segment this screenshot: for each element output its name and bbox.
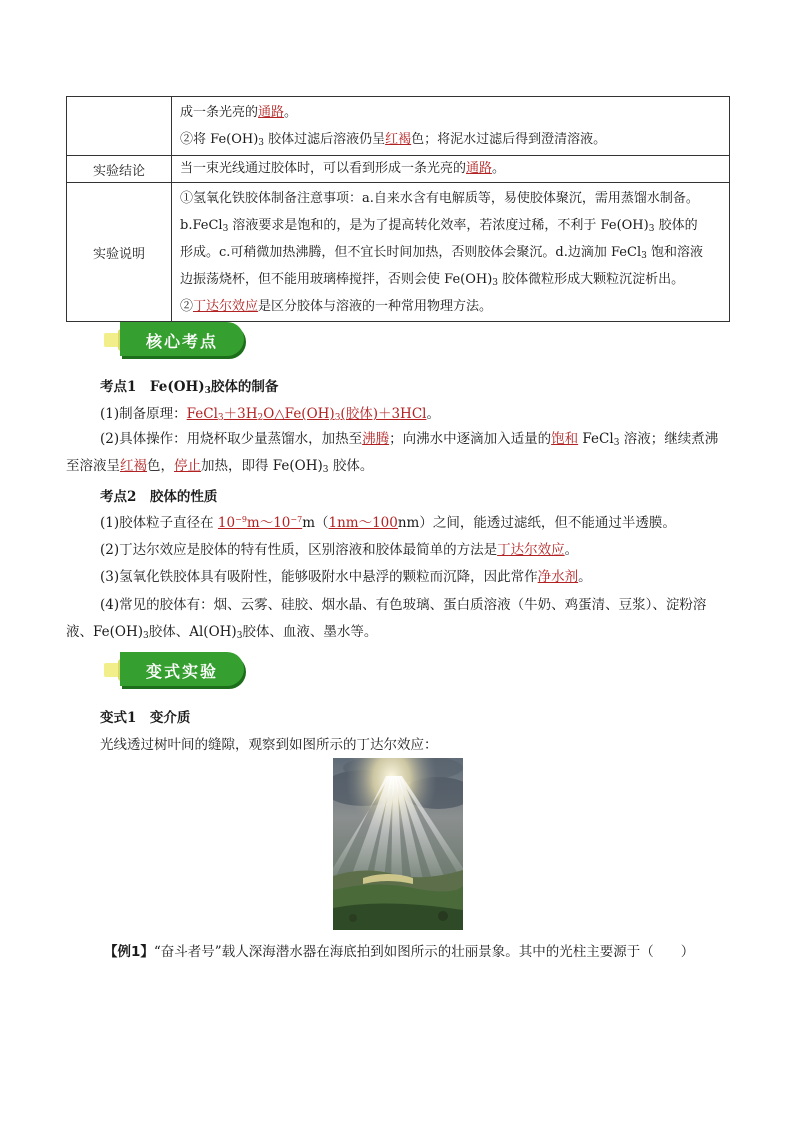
text: O△Fe(OH) (263, 406, 335, 422)
subscript: 3 (641, 250, 647, 261)
table-cell-empty (67, 97, 172, 156)
text: 成一条光亮的 (180, 105, 259, 120)
table-line (180, 212, 721, 239)
text: ；向沸水中逐滴加入适量的 (389, 431, 552, 447)
text: 液、Fe(OH) (66, 624, 143, 640)
text: 溶液；继续煮沸 (619, 431, 719, 447)
section-banner-variant (104, 652, 254, 688)
table-line: ①氢氧化铁胶体制备注意事项：a.自来水含有电解质等，易使胶体聚沉，需用蒸馏水制备。 (180, 190, 699, 206)
table-cell-notes (172, 183, 730, 322)
point2-item2 (100, 538, 578, 558)
subscript: 3 (236, 631, 243, 641)
banner-pill (120, 322, 244, 356)
table-row (67, 183, 730, 322)
example-question (104, 940, 694, 960)
subscript: 3 (143, 631, 149, 641)
superscript: −7 (290, 515, 303, 524)
text: 胶体的制备 (210, 379, 279, 395)
point1-principle (100, 402, 440, 422)
table-row (67, 156, 730, 183)
text: 胶体的 (654, 217, 698, 233)
table-label-conclusion: 实验结论 (67, 156, 172, 183)
subscript: 3 (258, 138, 265, 148)
subscript: 3 (204, 386, 211, 396)
variant-heading: 变式1 变介质 (100, 710, 191, 726)
subscript: 3 (648, 223, 655, 234)
table-line (180, 239, 721, 266)
text: 是区分胶体与溶液的一种常用物理方法。 (258, 298, 493, 314)
subscript: 3 (217, 413, 224, 423)
answer-text: 红褐 (120, 458, 147, 474)
table-line (180, 99, 721, 126)
table-cell-phenomenon (172, 97, 730, 156)
text: ＋3H (223, 406, 258, 422)
subscript: 3 (222, 223, 229, 234)
text: FeCl (578, 431, 614, 447)
point2-item3 (100, 565, 592, 585)
text: ②将 Fe(OH) (180, 132, 259, 147)
variant-intro: 光线透过树叶间的缝隙，观察到如图所示的丁达尔效应： (100, 737, 438, 753)
text: 胶体。 (328, 458, 374, 474)
answer-text: 通路 (258, 105, 285, 120)
text: (2)丁达尔效应是胶体的特有性质，区别溶液和胶体最简单的方法是 (100, 542, 498, 558)
text: nm）之间，能透过滤纸，但不能通过半透膜。 (397, 515, 676, 531)
table-line (180, 126, 721, 153)
para-line (66, 426, 730, 453)
text: (胶体)＋3HCl (340, 406, 427, 422)
text: 10 (217, 515, 236, 531)
subscript: 3 (322, 465, 329, 475)
text: 。 (426, 406, 440, 422)
answer-text: 红褐 (385, 132, 412, 147)
table-line (180, 293, 721, 320)
text: 溶液要求是饱和的，是为了提高转化效率，若浓度过稀，不利于 Fe(OH) (228, 217, 649, 233)
text: 胶体过滤后溶液仍呈 (264, 132, 386, 147)
subscript: 3 (613, 438, 620, 448)
text: 胶体、血液、墨水等。 (242, 624, 378, 640)
section-banner-core (104, 322, 254, 358)
text: m～10 (246, 515, 291, 531)
point2-item1 (100, 511, 676, 531)
point1-operation (66, 426, 730, 480)
banner-title: 核心考点 (145, 332, 218, 351)
text: 考点1 Fe(OH) (100, 379, 205, 395)
tyndall-photo (333, 758, 463, 930)
para-line (66, 453, 730, 480)
text: (1)胶体粒子直径在 (100, 515, 218, 531)
answer-text: 丁达尔效应 (497, 542, 565, 558)
text: 色；将泥水过滤后得到澄清溶液。 (411, 132, 607, 147)
answer-text (218, 515, 302, 531)
answer-text: 饱和 (551, 431, 579, 447)
text: 。 (564, 542, 579, 558)
text: b.FeCl (180, 217, 223, 233)
example-tag: 【例1】 (104, 944, 154, 960)
text: FeCl (186, 406, 218, 422)
table-label-notes: 实验说明 (67, 183, 172, 322)
subscript: 3 (492, 277, 499, 288)
table-row (67, 97, 730, 156)
text: 胶体、Al(OH) (148, 624, 237, 640)
text: 形成。c.可稍微加热沸腾，但不宜长时间加热，否则胶体会聚沉。d.边滴加 FeCl (180, 244, 642, 260)
point1-heading (100, 375, 278, 395)
answer-text: 停止 (174, 458, 201, 474)
table-line (180, 266, 721, 293)
text: 饱和溶液 (646, 244, 703, 260)
answer-text: 净水剂 (537, 569, 579, 585)
banner-title: 变式实验 (145, 662, 218, 681)
subscript: 2 (257, 413, 264, 423)
point2-heading: 考点2 胶体的性质 (100, 489, 218, 505)
text: 加热，即得 Fe(OH) (201, 458, 323, 474)
text: (1)制备原理： (100, 406, 187, 422)
text: 至溶液呈 (66, 458, 120, 474)
text: 胶体微粒形成大颗粒沉淀析出。 (498, 271, 685, 287)
answer-text: 通路 (466, 161, 493, 176)
para-line (66, 619, 730, 646)
text: ② (180, 298, 194, 314)
answer-text: 沸腾 (362, 431, 390, 447)
answer-text: 丁达尔效应 (193, 298, 259, 314)
text: “奋斗者号”载人深海潜水器在海底拍到如图所示的壮丽景象。其中的光柱主要源于（ ） (153, 944, 695, 960)
text: 当一束光线通过胶体时，可以看到形成一条光亮的 (180, 161, 467, 176)
banner-pill (120, 652, 244, 686)
equation (187, 406, 427, 422)
text: (2)具体操作：用烧杯取少量蒸馏水，加热至 (100, 431, 363, 447)
text: 色， (147, 458, 174, 474)
text: m（ (302, 515, 329, 531)
sunbeam-landscape-image (333, 758, 463, 930)
subscript: 3 (334, 413, 341, 423)
text: (3)氢氧化铁胶体具有吸附性，能够吸附水中悬浮的颗粒而沉降，因此常作 (100, 569, 538, 585)
experiment-table (66, 96, 730, 322)
para-line: (4)常见的胶体有：烟、云雾、硅胶、烟水晶、有色玻璃、蛋白质溶液（牛奶、鸡蛋清、豆浆）、淀粉溶 (100, 597, 707, 613)
superscript: −9 (235, 515, 247, 524)
table-line (180, 156, 721, 182)
text: 边振荡烧杯，但不能用玻璃棒搅拌，否则会使 Fe(OH) (180, 271, 493, 287)
text: 。 (578, 569, 592, 585)
text: 。 (284, 105, 298, 120)
table-cell-conclusion (172, 156, 730, 183)
point2-item4 (66, 592, 730, 646)
text: 。 (492, 161, 506, 176)
answer-text: 1nm～100 (328, 515, 398, 531)
